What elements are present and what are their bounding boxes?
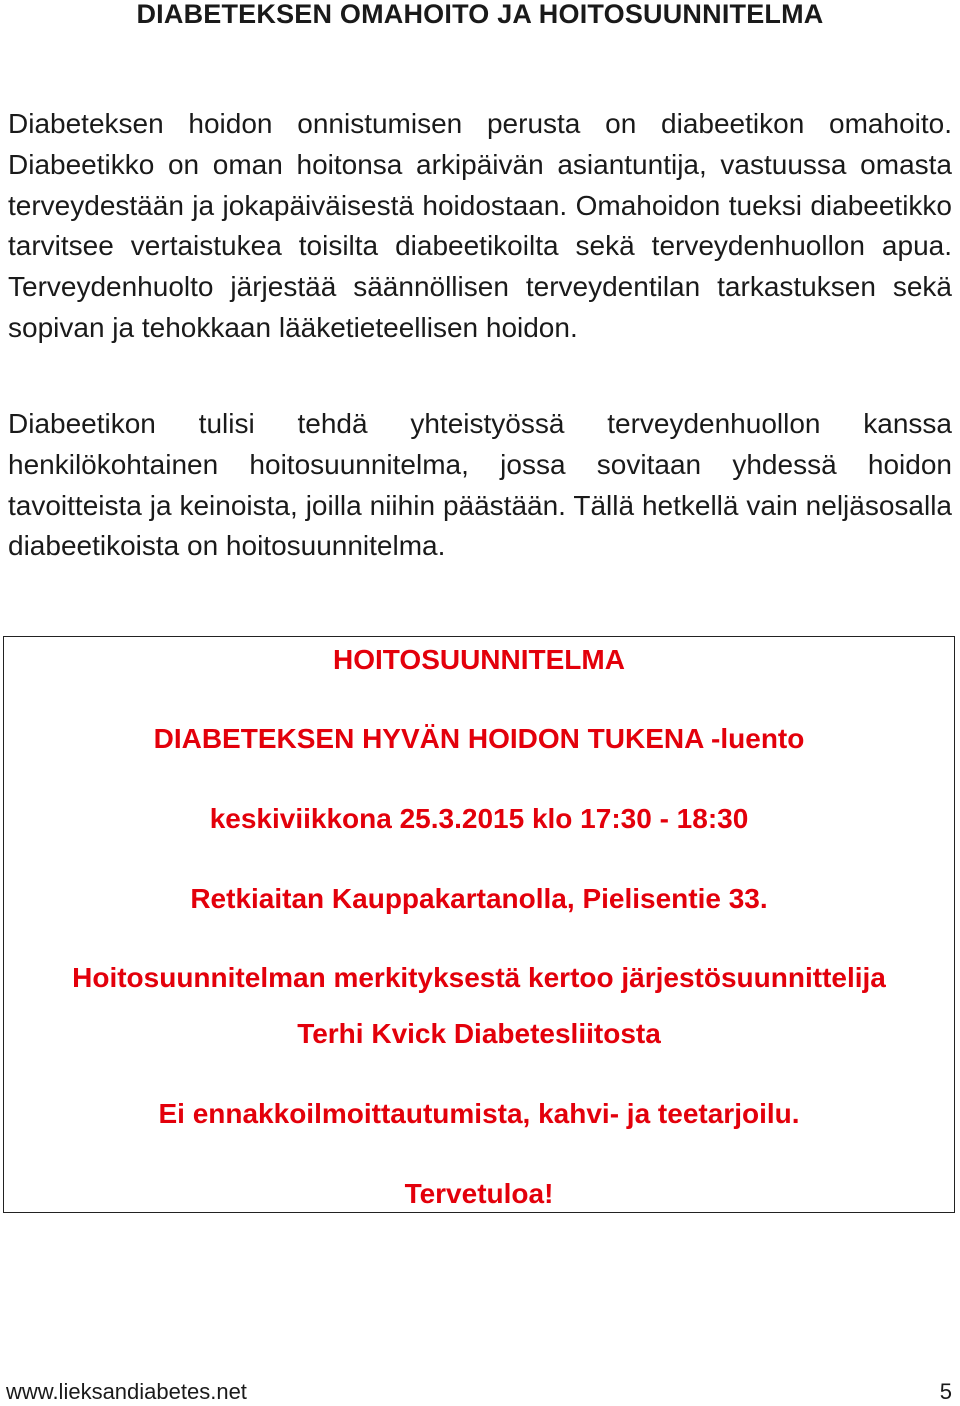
- event-announcement-box: [3, 636, 955, 1213]
- event-datetime: keskiviikkona 25.3.2015 klo 17:30 - 18:30: [209, 803, 749, 834]
- intro-paragraph: Diabeteksen hoidon onnistumisen perusta on diabeetikon omahoito. Diabeetikko on oman hoitonsa arkipäivän asiantuntija, vastuussa omasta terveydestään ja jokapäiväisestä hoidostaan. Omahoidon tueksi diabeetikko tarvitsee vertaistukea toisilta diabeetikoilta sekä terveydenhuollon apua. Terveydenhuolto järjestää säännöllisen terveydentilan tarkastuksen sekä sopivan ja tehokkaan lääketieteellisen hoidon.: [8, 108, 952, 343]
- document-title: DIABETEKSEN OMAHOITO JA HOITOSUUNNITELMA: [136, 0, 824, 29]
- event-location: Retkiaitan Kauppakartanolla, Pielisentie 33.: [190, 883, 768, 914]
- footer-website: www.lieksandiabetes.net: [6, 1379, 247, 1404]
- event-welcome: Tervetuloa!: [404, 1178, 554, 1209]
- event-subtitle: DIABETEKSEN HYVÄN HOIDON TUKENA -luento: [153, 723, 805, 754]
- event-heading: HOITOSUUNNITELMA: [333, 644, 625, 675]
- event-notes: Ei ennakkoilmoittautumista, kahvi- ja teetarjoilu.: [158, 1098, 800, 1129]
- event-speaker: Terhi Kvick Diabetesliitosta: [297, 1018, 661, 1049]
- care-plan-paragraph: Diabeetikon tulisi tehdä yhteistyössä terveydenhuollon kanssa henkilökohtainen hoitosuunnitelma, jossa sovitaan yhdessä hoidon tavoitteista ja keinoista, joilla niihin päästään. Tällä hetkellä vain neljäsosalla diabeetikoista on hoitosuunnitelma.: [8, 408, 952, 562]
- footer-page-number: 5: [939, 1379, 952, 1404]
- event-speaker-intro: Hoitosuunnitelman merkityksestä kertoo järjestösuunnittelija: [72, 962, 886, 993]
